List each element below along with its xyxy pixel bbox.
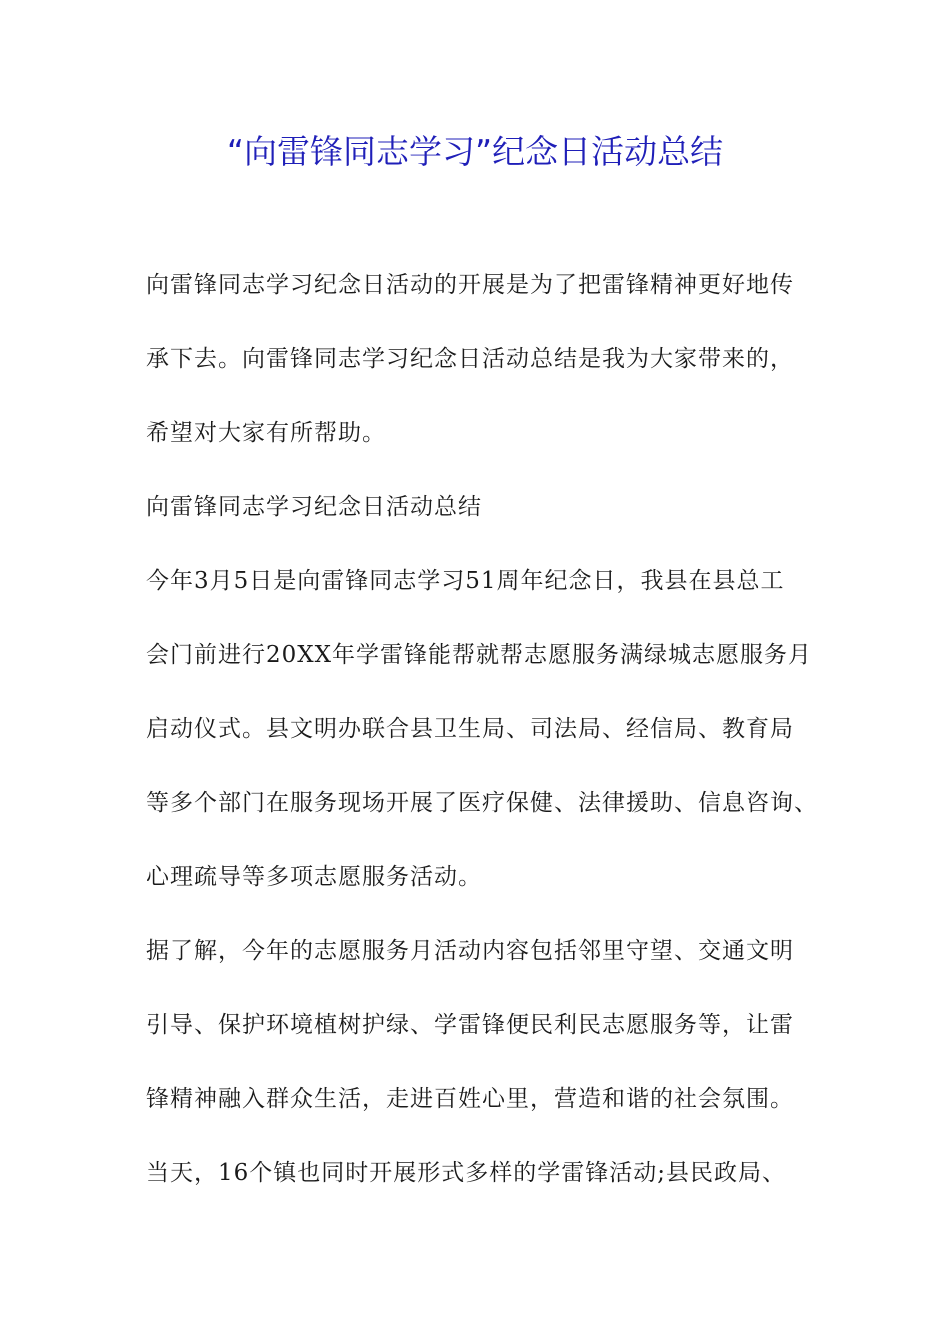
text-line: 向雷锋同志学习纪念日活动的开展是为了把雷锋精神更好地传 — [146, 272, 794, 298]
text-line: 承下去。向雷锋同志学习纪念日活动总结是我为大家带来的， — [146, 346, 794, 372]
text-line: 启动仪式。县文明办联合县卫生局、司法局、经信局、教育局 — [146, 716, 794, 742]
text-line: 会门前进行20XX年学雷锋能帮就帮志愿服务满绿城志愿服务月 — [146, 642, 813, 668]
text-line: 等多个部门在服务现场开展了医疗保健、法律援助、信息咨询、 — [146, 790, 818, 816]
document-body — [146, 262, 826, 1224]
text-line: 锋精神融入群众生活，走进百姓心里，营造和谐的社会氛围。 — [146, 1086, 794, 1112]
text-line: 希望对大家有所帮助。 — [146, 420, 386, 446]
text-line: 今年3月5日是向雷锋同志学习51周年纪念日，我县在县总工 — [146, 568, 785, 594]
text-line: 引导、保护环境植树护绿、学雷锋便民利民志愿服务等，让雷 — [146, 1012, 794, 1038]
text-line: 心理疏导等多项志愿服务活动。 — [146, 864, 482, 890]
document-title: “向雷锋同志学习”纪念日活动总结 — [226, 132, 724, 171]
section-heading: 向雷锋同志学习纪念日活动总结 — [146, 494, 482, 520]
text-line: 当天，16个镇也同时开展形式多样的学雷锋活动;县民政局、 — [146, 1160, 787, 1186]
text-line: 据了解，今年的志愿服务月活动内容包括邻里守望、交通文明 — [146, 938, 794, 964]
